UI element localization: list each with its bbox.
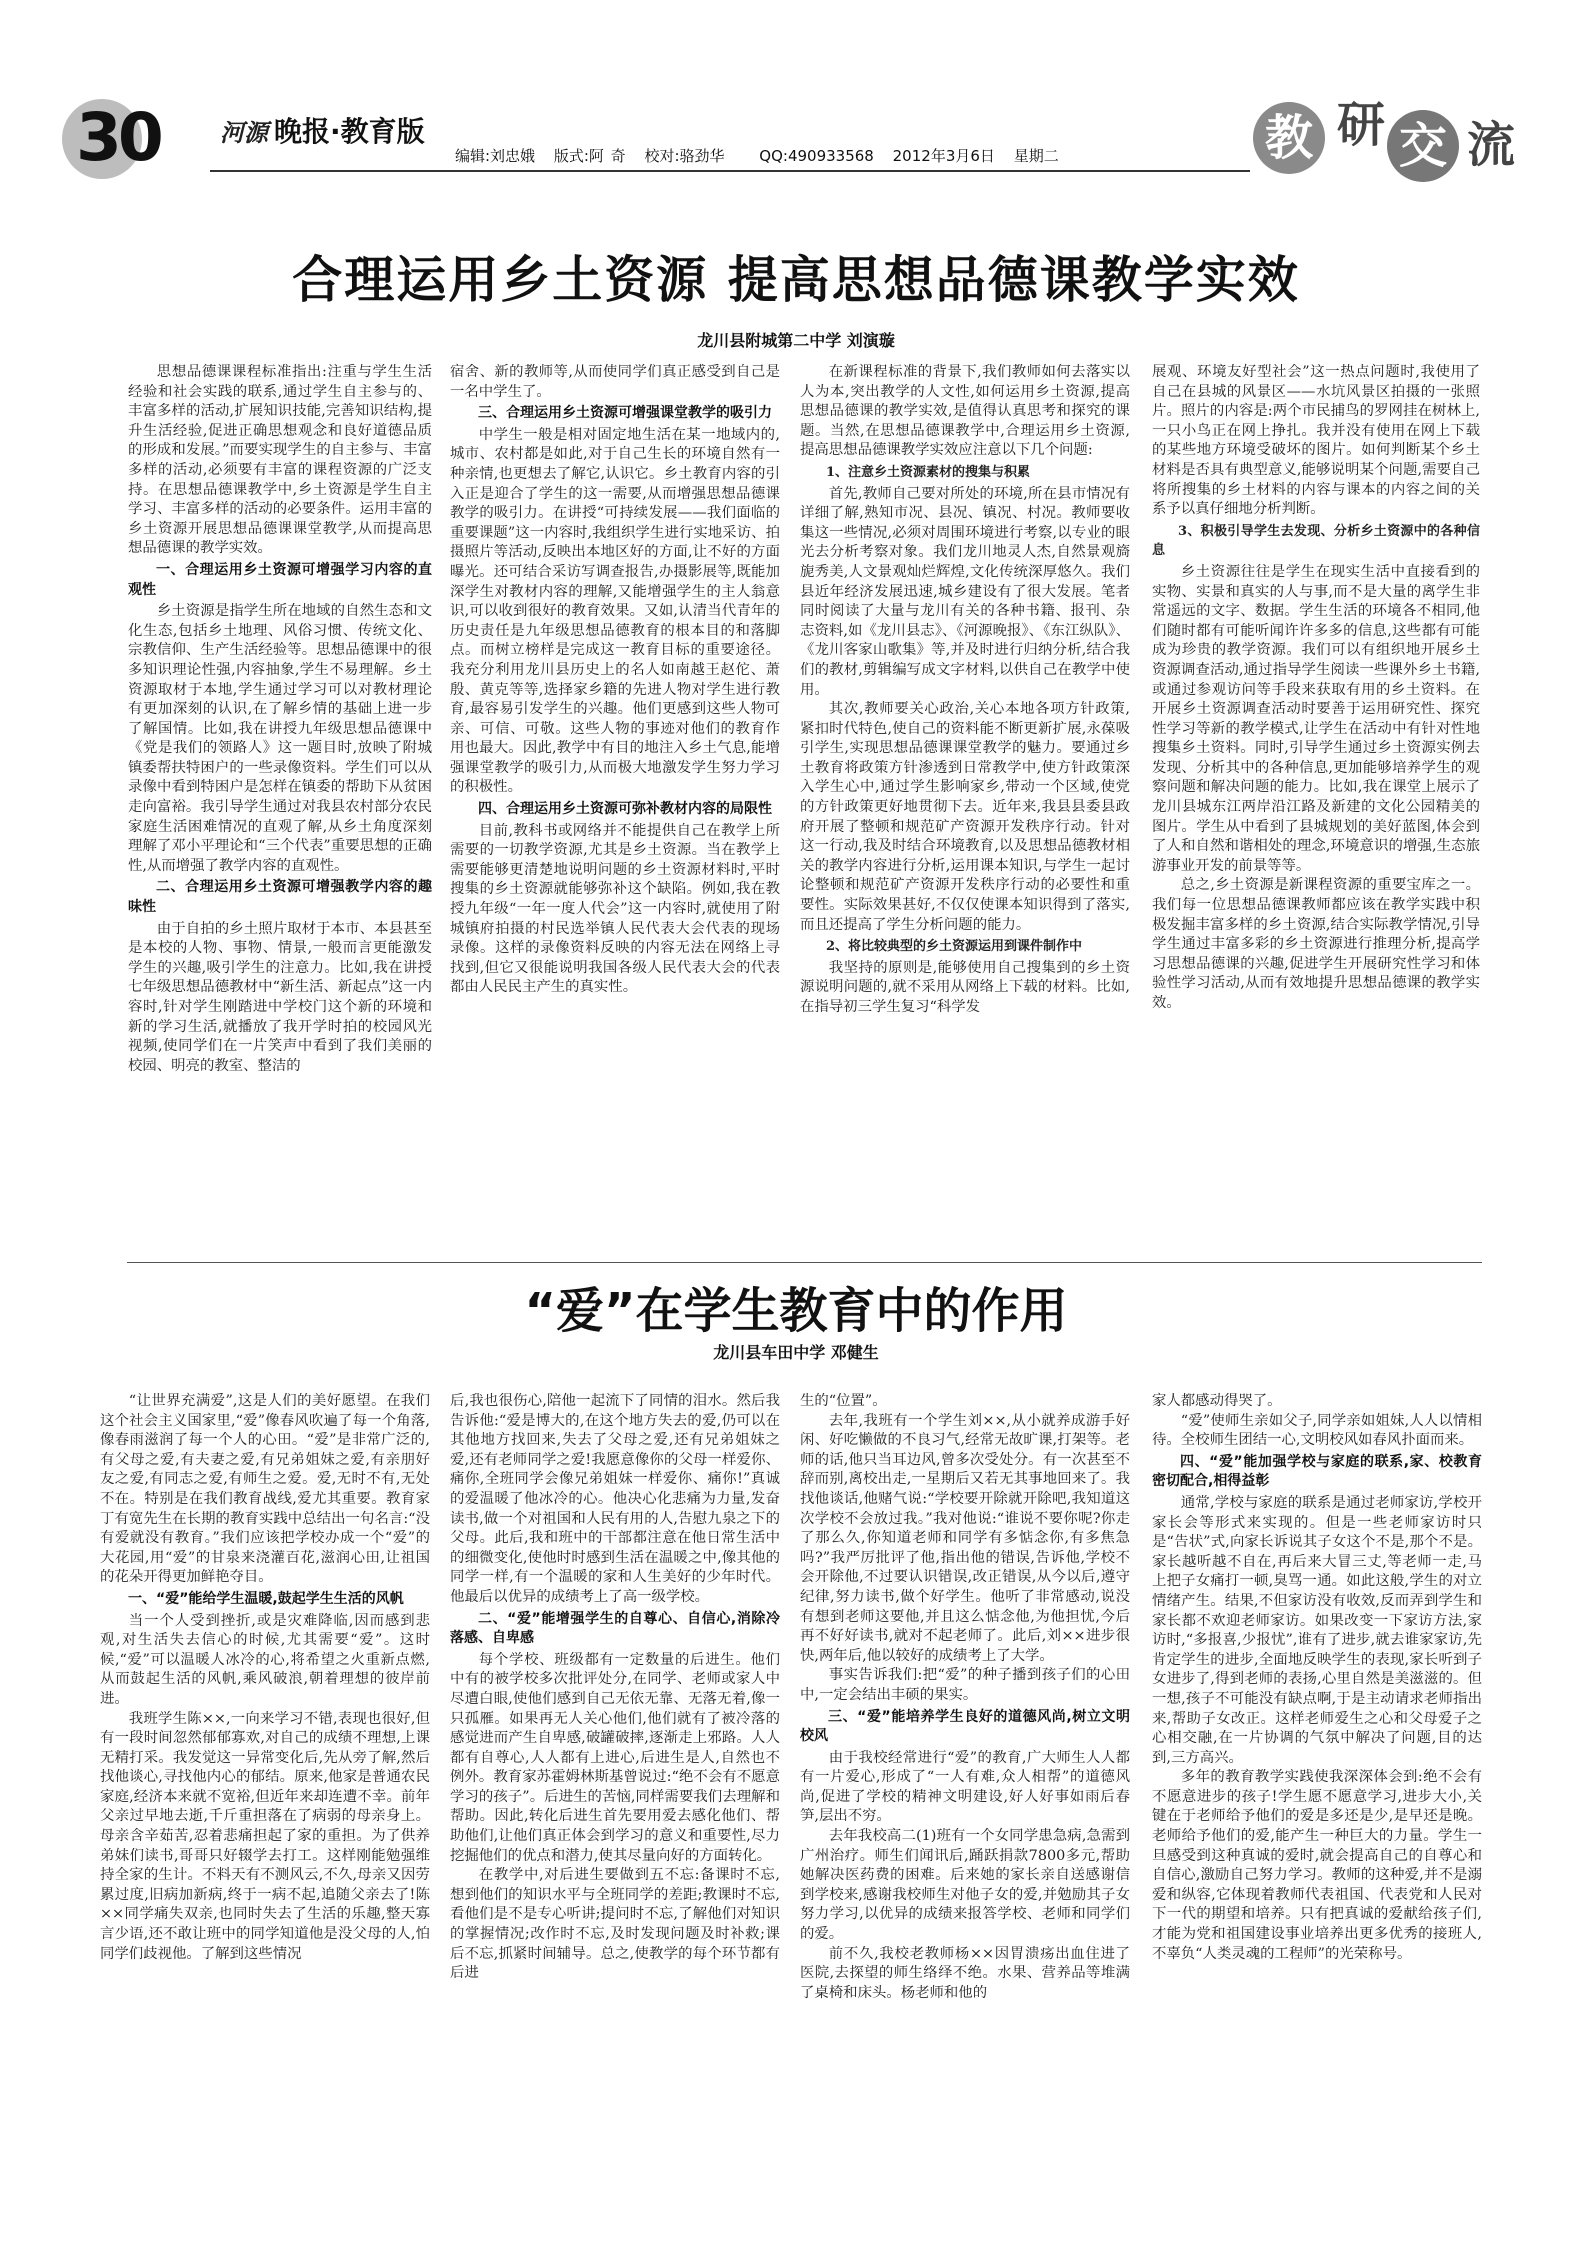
article1-byline: 龙川县附城第二中学 刘演璇 [697, 331, 895, 350]
proofread-credit: 校对:骆劲华 [644, 147, 725, 165]
section-heading: 四、“爱”能加强学校与家庭的联系,家、校教育密切配合,相得益彰 [1152, 1453, 1482, 1490]
section-char-4: 流 [1467, 117, 1516, 173]
paragraph: 前不久,我校老教师杨××因胃溃疡出血住进了医院,去探望的师生络绎不绝。水果、营养品等堆满了桌椅和床头。杨老师和他的 [800, 1945, 1130, 2001]
paragraph: 多年的教育教学实践使我深深体会到:绝不会有不愿意进步的孩子!学生愿不愿意学习,进步大小,关键在于老师给予他们的爱是多还是少,是早还是晚。老师给予他们的爱,能产生一种巨大的力量。学生一旦感受到这种真诚的爱时,就会提高自己的自尊心和自信心,激励自己努力学习。教师的这种爱,并不是溺爱和纵容,它体现着教师代表祖国、代表党和人民对下一代的期望和培养。只有把真诚的爱献给孩子们,才能为党和祖国建设事业培养出更多优秀的接班人,不辜负“人类灵魂的工程师”的光荣称号。 [1152, 1769, 1482, 1962]
paragraph: 首先,教师自己要对所处的环境,所在县市情况有详细了解,熟知市况、县况、镇况、村况。教师要收集这一些情况,必须对周围环境进行考察,以专业的眼光去分析考察对象。我们龙川地灵人杰,自然景观旖旎秀美,人文景观灿烂辉煌,文化传统深厚悠久。我们县近年经济发展迅速,城乡建设有了很大发展。笔者同时阅读了大量与龙川有关的各种书籍、报刊、杂志资料,如《龙川县志》、《河源晚报》、《东江纵队》、《龙川客家山歌集》等,并及时进行归纳分析,结合我们的教材,剪辑编写成文字材料,以供自己在教学中使用。 [800, 485, 1130, 698]
article1-column-3 [800, 363, 1130, 1248]
header-divider [210, 170, 1250, 172]
section-heading: 四、合理运用乡土资源可弥补教材内容的局限性 [478, 801, 772, 818]
section-heading: 三、合理运用乡土资源可增强课堂教学的吸引力 [478, 405, 772, 422]
issue-date: 2012年3月6日 [892, 147, 995, 165]
paragraph: 总之,乡土资源是新课程资源的重要宝库之一。我们每一位思想品德课教师都应该在教学实践中积极发掘丰富多样的乡土资源,结合实际教学情况,引导学生通过丰富多彩的乡土资源进行推理分析,提高学习思想品德课的兴趣,促进学生开展研究性学习和体验性学习活动,从而有效地提升思想品德课的教学实效。 [1152, 877, 1480, 1011]
paragraph: 通常,学校与家庭的联系是通过老师家访,学校开家长会等形式来实现的。但是一些老师家访时只是“告状”式,向家长诉说其子女这个不是,那个不是。家长越听越不自在,再后来大冒三丈,等老师一走,马上把子女痛打一顿,臭骂一通。如此这般,学生的对立情绪产生。结果,不但家访没有收效,反而弄到学生和家长都不欢迎老师家访。如果改变一下家访方法,家访时,“多报喜,少报忧”,谁有了进步,就去谁家家访,先肯定学生的进步,全面地反映学生的表现,家长听到子女进步了,得到老师的表扬,心里自然是美滋滋的。但一想,孩子不可能没有缺点啊,于是主动请求老师指出来,帮助子女改正。这样老师爱生之心和父母爱子之心相交融,在一片协调的气氛中解决了问题,目的达到,三方高兴。 [1152, 1494, 1482, 1766]
paragraph: 去年,我班有一个学生刘××,从小就养成游手好闲、好吃懒做的不良习气,经常无故旷课,打架等。老师的话,他只当耳边风,曾多次受处分。有一次甚至不辞而别,离校出走,一星期后又若无其事地回来了。我找他谈话,他赌气说:“学校要开除就开除吧,我知道这次学校不会放过我。”我对他说:“谁说不要你呢?你走了那么久,你知道老师和同学有多惦念你,有多焦急吗?”我严厉批评了他,指出他的错误,告诉他,学校不会开除他,不过要认识错误,改正错误,从今以后,遵守纪律,努力读书,做个好学生。他听了非常感动,说没有想到老师这要他,并且这么惦念他,为他担忧,今后再不好好读书,就对不起老师了。此后,刘××进步很快,两年后,他以较好的成绩考上了大学。 [800, 1412, 1130, 1664]
paragraph: 家人都感动得哭了。 [1152, 1393, 1282, 1409]
paragraph: 每个学校、班级都有一定数量的后进生。他们中有的被学校多次批评处分,在同学、老师或家人中尽遭白眼,使他们感到自己无依无靠、无落无着,像一只孤雁。如果再无人关心他们,他们就有了被冷落的感觉进而产生自卑感,破罐破摔,逐渐走上邪路。人人都有自尊心,人人都有上进心,后进生是人,自然也不例外。教育家苏霍姆林斯基曾说过:“绝不会有不愿意学习的孩子”。后进生的苦恼,同样需要我们去理解和帮助。因此,转化后进生首先要用爱去感化他们、帮助他们,让他们真正体会到学习的意义和重要性,尽力挖掘他们的优点和潜力,使其尽量向好的方面转化。 [450, 1651, 780, 1864]
issue-weekday: 星期二 [1013, 147, 1059, 165]
section-heading: 二、合理运用乡土资源可增强教学内容的趣味性 [128, 879, 432, 916]
section-char-1: 教 [1253, 102, 1325, 174]
paper-logo: 河源 [220, 119, 268, 147]
section-char-3: 交 [1387, 110, 1459, 182]
paragraph: 当一个人受到挫折,或是灾难降临,因而感到悲观,对生活失去信心的时候,尤其需要“爱”。这时候,“爱”可以温暖人冰冷的心,将希望之火重新点燃,从而鼓起生活的风帆,乘风破浪,朝着理想的彼岸前进。 [100, 1612, 430, 1707]
section-heading: 一、合理运用乡土资源可增强学习内容的直观性 [128, 561, 432, 598]
subsection-heading: 1、注意乡土资源素材的搜集与积累 [826, 464, 1031, 480]
article1-column-2 [450, 363, 780, 1248]
subsection-heading: 2、将比较典型的乡土资源运用到课件制作中 [826, 939, 1083, 955]
paragraph: “爱”使师生亲如父子,同学亲如姐妹,人人以情相待。全校师生团结一心,文明校风如春风扑面而来。 [1152, 1412, 1482, 1449]
article2-column-1 [100, 1392, 430, 2142]
article2-title: “爱”在学生教育中的作用 [524, 1283, 1068, 1339]
section-char-2: 研 [1337, 97, 1386, 153]
layout-credit: 版式:阿 奇 [553, 147, 626, 165]
paragraph: 在新课程标准的背景下,我们教师如何去落实以人为本,突出教学的人文性,如何运用乡土资源,提高思想品德课的教学实效,是值得认真思考和探究的课题。当然,在思想品德课教学中,合理运用乡土资源,提高思想品德课教学实效应注意以下几个问题: [800, 364, 1130, 459]
paragraph: “让世界充满爱”,这是人们的美好愿望。在我们这个社会主义国家里,“爱”像春风吹遍了每一个角落,像春雨滋润了每一个人的心田。“爱”是非常广泛的,有父母之爱,有夫妻之爱,有兄弟姐妹之爱,有亲朋好友之爱,有同志之爱,有师生之爱。爱,无时不有,无处不在。特别是在我们教育战线,爱尤其重要。教育家丁有宽先生在长期的教育实践中总结出一句名言:“没有爱就没有教育。”我们应该把学校办成一个“爱”的大花园,用“爱”的甘泉来浇灌百花,滋润心田,让祖国的花朵开得更加鲜艳夺目。 [100, 1393, 430, 1586]
article2-column-4 [1152, 1392, 1482, 2142]
article1-column-4 [1152, 363, 1480, 1248]
paragraph: 思想品德课课程标准指出:注重与学生生活经验和社会实践的联系,通过学生自主参与的、丰富多样的活动,扩展知识技能,完善知识结构,提升生活经验,促进正确思想观念和良好道德品质的形成和发展。”而要实现学生的自主参与、丰富多样的活动,必须要有丰富的课程资源的广泛支持。在思想品德课教学中,乡土资源是学生自主学习、丰富多样的活动的必要条件。运用丰富的乡土资源开展思想品德课课堂教学,从而提高思想品德课的教学实效。 [128, 364, 432, 557]
paragraph: 乡土资源是指学生所在地域的自然生态和文化生态,包括乡土地理、风俗习惯、传统文化、宗教信仰、生产生活经验等。思想品德课中的很多知识理论性强,内容抽象,学生不易理解。乡土资源取材于本地,学生通过学习可以对教材理论有更加深刻的认识,在了解乡情的基础上进一步了解国情。比如,我在讲授九年级思想品德课中《党是我们的领路人》这一题目时,放映了附城镇委帮扶特困户的一些录像资料。学生们可以从录像中看到特困户是怎样在镇委的帮助下从贫困走向富裕。我引导学生通过对我县农村部分农民家庭生活困难情况的直观了解,从乡土角度深刻理解了邓小平理论和“三个代表”重要思想的正确性,从而增强了教学内容的直观性。 [128, 603, 432, 874]
qq-number: QQ:490933568 [759, 147, 874, 165]
paragraph: 后,我也很伤心,陪他一起流下了同情的泪水。然后我告诉他:“爱是博大的,在这个地方失去的爱,仍可以在其他地方找回来,失去了父母之爱,还有兄弟姐妹之爱,还有老师同学之爱!我愿意像你的父母一样爱你、痛你,全班同学会像兄弟姐妹一样爱你、痛你!”真诚的爱温暖了他冰冷的心。他决心化悲痛为力量,发奋读书,做一个对祖国和人民有用的人,告慰九泉之下的父母。此后,我和班中的干部都注意在他日常生活中的细微变化,使他时时感到生活在温暖之中,像其他的同学一样,有一个温暖的家和人生美好的少年时代。他最后以优异的成绩考上了高一级学校。 [450, 1393, 780, 1605]
section-heading: 三、“爱”能培养学生良好的道德风尚,树立文明校风 [800, 1708, 1130, 1745]
article2-column-3 [800, 1392, 1130, 2142]
paper-name: 晚报·教育版 [274, 115, 425, 148]
section-heading: 二、“爱”能增强学生的自尊心、自信心,消除冷落感、自卑感 [450, 1610, 780, 1647]
subsection-heading: 3、积极引导学生去发现、分析乡土资源中的各种信息 [1152, 523, 1480, 559]
article-divider [127, 1262, 1482, 1263]
page-number: 30 [76, 99, 160, 176]
editor: 编辑:刘忠娥 [455, 147, 536, 165]
paragraph: 其次,教师要关心政治,关心本地各项方针政策,紧扣时代特色,使自己的资料能不断更新扩展,永葆吸引学生,实现思想品德课课堂教学的魅力。要通过乡土教育将政策方针渗透到日常教学中,使方针政策深入学生心中,通过学生影响家乡,带动一个区域,使党的方针政策更好地贯彻下去。近年来,我县县委县政府开展了整顿和规范矿产资源开发秩序行动。针对这一行动,我及时结合环境教育,以及思想品德教材相关的教学内容进行分析,运用课本知识,与学生一起讨论整顿和规范矿产资源开发秩序行动的必要性和重要性。实际效果甚好,不仅仅使课本知识得到了落实,而且还提高了学生分析问题的能力。 [800, 701, 1130, 933]
paragraph: 乡土资源往往是学生在现实生活中直接看到的实物、实景和真实的人与事,而不是大量的离学生非常遥远的文字、数据。学生生活的环境各不相同,他们随时都有可能听闻许许多多的信息,这些都有可能成为珍贵的教学资源。我们可以有组织地开展乡土资源调查活动,通过指导学生阅读一些课外乡土书籍,或通过参观访问等手段来获取有用的乡土资料。在开展乡土资源调查活动时要善于运用研究性、探究性学习等新的教学模式,让学生在活动中有针对性地搜集乡土资料。同时,引导学生通过乡土资源实例去发现、分析其中的各种信息,更加能够培养学生的观察问题和解决问题的能力。比如,我在课堂上展示了龙川县城东江两岸沿江路及新建的文化公园精美的图片。学生从中看到了县城规划的美好蓝图,体会到了人和自然和谐相处的理念,环境意识的增强,生态旅游事业开发的前景等等。 [1152, 563, 1480, 874]
article1-title: 合理运用乡土资源 提高思想品德课教学实效 [292, 251, 1300, 309]
paragraph: 由于我校经常进行“爱”的教育,广大师生人人都有一片爱心,形成了“一人有难,众人相帮”的道德风尚,促进了学校的精神文明建设,好人好事如雨后春笋,层出不穷。 [800, 1749, 1130, 1825]
paragraph: 中学生一般是相对固定地生活在某一地域内的,城市、农村都是如此,对于自己生长的环境自然有一种亲情,也更想去了解它,认识它。乡土教育内容的引入正是迎合了学生的这一需要,从而增强思想品德课教学的吸引力。在讲授“可持续发展——我们面临的重要课题”这一内容时,我组织学生进行实地采访、拍摄照片等活动,反映出本地区好的方面,让不好的方面曝光。还可结合采访写调查报告,办摄影展等,既能加深学生对教材内容的理解,又能增强学生的主人翁意识,可以收到很好的教育效果。又如,认清当代青年的历史责任是九年级思想品德教育的根本目的和落脚点。而树立榜样是完成这一教育目标的重要途径。我充分利用龙川县历史上的名人如南越王赵佗、萧殷、黄克等等,选择家乡籍的先进人物对学生进行教育,最容易引发学生的兴趣。他们更感到这些人物可亲、可信、可敬。这些人物的事迹对他们的教育作用也最大。因此,教学中有目的地注入乡土气息,能增强课堂教学的吸引力,从而极大地激发学生努力学习的积极性。 [450, 426, 780, 796]
paragraph: 由于自拍的乡土照片取材于本市、本县甚至是本校的人物、事物、情景,一般而言更能激发学生的兴趣,吸引学生的注意力。比如,我在讲授七年级思想品德教材中“新生活、新起点”这一内容时,针对学生刚踏进中学校门这个新的环境和新的学习生活,就播放了我开学时拍的校园风光视频,使同学们在一片笑声中看到了我们美丽的校园、明亮的教室、整洁的 [128, 920, 432, 1074]
paragraph: 去年我校高二(1)班有一个女同学患急病,急需到广州治疗。师生们闻讯后,踊跃捐款7800多元,帮助她解决医药费的困难。后来她的家长亲自送感谢信到学校来,感谢我校师生对他子女的爱,并勉励其子女努力学习,以优异的成绩来报答学校、老师和同学们的爱。 [800, 1828, 1130, 1943]
paragraph: 生的“位置”。 [800, 1393, 887, 1409]
paragraph: 展观、环境友好型社会”这一热点问题时,我使用了自己在县城的风景区——水坑风景区拍摄的一张照片。照片的内容是:两个市民捕鸟的罗网挂在树林上,一只小鸟正在网上挣扎。我并没有使用在网上下载的某些地方环境受破坏的图片。如何判断某个乡土材料是否具有典型意义,能够说明某个问题,需要自己将所搜集的乡土材料的内容与课本的内容之间的关系予以真仔细地分析判断。 [1152, 364, 1480, 518]
section-label [1245, 80, 1525, 190]
paragraph: 在教学中,对后进生要做到五不忘:备课时不忘,想到他们的知识水平与全班同学的差距;教课时不忘,看他们是不是专心听讲;提问时不忘,了解他们对知识的掌握情况;改作时不忘,及时发现问题及时补救;课后不忘,抓紧时间辅导。总之,使教学的每个环节都有后进 [450, 1867, 780, 1982]
page-number-badge [62, 95, 182, 180]
paragraph: 目前,教科书或网络并不能提供自己在教学上所需要的一切教学资源,尤其是乡土资源。当在教学上需要能够更清楚地说明问题的乡土资源材料时,平时搜集的乡土资源就能够弥补这个缺陷。例如,我在教授九年级“一年一度人代会”这一内容时,就使用了附城镇府拍摄的村民选举镇人民代表大会代表的现场录像。这样的录像资料反映的内容无法在网络上寻找到,但它又很能说明我国各级人民代表大会的代表都由人民民主产生的真实性。 [450, 822, 780, 996]
paragraph: 事实告诉我们:把“爱”的种子播到孩子们的心田中,一定会结出丰硕的果实。 [800, 1667, 1130, 1703]
article2-byline: 龙川县车田中学 邓健生 [713, 1343, 879, 1362]
paragraph: 我班学生陈××,一向来学习不错,表现也很好,但有一段时间忽然郁郁寡欢,对自己的成绩不理想,上课无精打采。我发觉这一异常变化后,先从旁了解,然后找他谈心,寻找他内心的郁结。原来,他家是普通农民家庭,经济本来就不宽裕,但近年来却连遭不幸。前年父亲过早地去逝,千斤重担落在了病弱的母亲身上。母亲含辛茹苦,忍着悲痛担起了家的重担。为了供养弟妹们读书,哥哥只好辍学去打工。这样刚能勉强维持全家的生计。不料天有不测风云,不久,母亲又因劳累过度,旧病加新病,终于一病不起,追随父亲去了!陈××同学痛失双亲,也同时失去了生活的乐趣,整天寡言少语,还不敢让班中的同学知道他是没父母的人,怕同学们歧视他。了解到这些情况 [100, 1710, 430, 1962]
paragraph: 宿舍、新的教师等,从而使同学们真正感受到自己是一名中学生了。 [450, 364, 780, 400]
article1-column-1 [128, 363, 432, 1248]
masthead [220, 110, 425, 150]
paragraph: 我坚持的原则是,能够使用自己搜集到的乡土资源说明问题的,就不采用从网络上下载的材料。比如,在指导初三学生复习“科学发 [800, 959, 1130, 1015]
header-info [455, 145, 1071, 166]
section-heading: 一、“爱”能给学生温暖,鼓起学生生活的风帆 [128, 1590, 404, 1607]
article2-column-2 [450, 1392, 780, 2142]
